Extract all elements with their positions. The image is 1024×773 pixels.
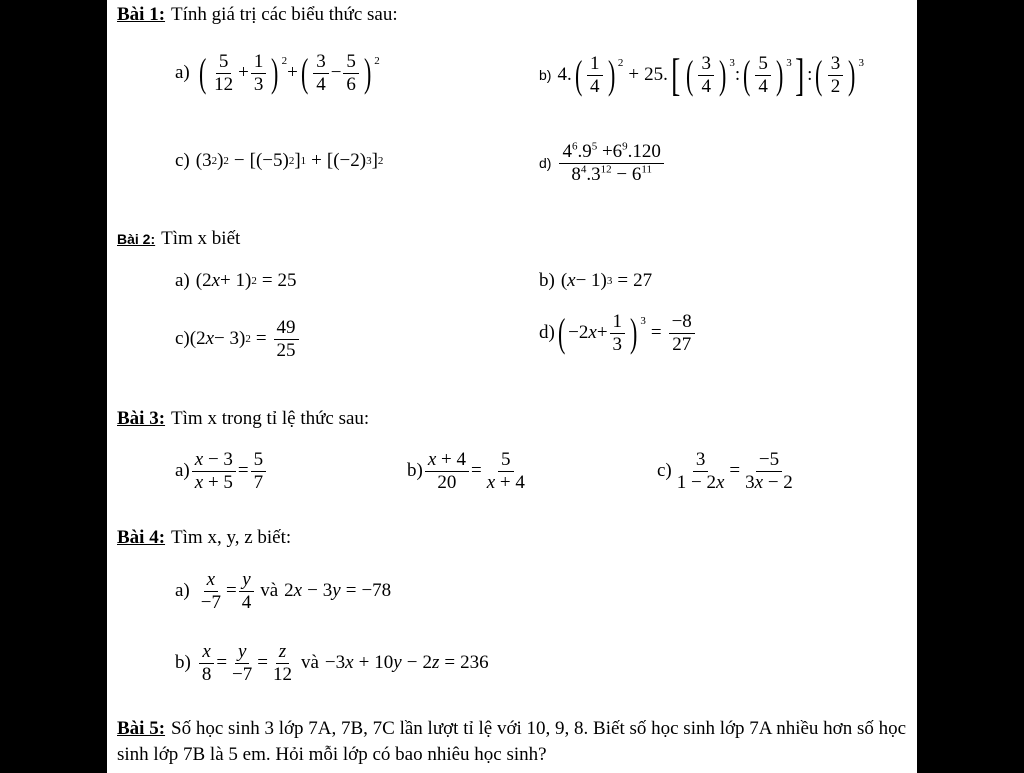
bai2-a <box>175 270 297 292</box>
bai1-title-bold: Bài 1: <box>117 4 166 25</box>
bai2-b-expr: ( x − 1) 3 = 27 <box>560 270 653 291</box>
bai3-title-text: Tìm x trong tỉ lệ thức sau: <box>171 408 370 429</box>
bai1-title-text: Tính giá trị các biểu thức sau: <box>171 4 398 25</box>
bai5-paragraph <box>117 716 907 767</box>
bai2-d <box>539 312 697 355</box>
bai3-b-label: b) <box>407 460 423 482</box>
bai1-d-label: d) <box>539 155 552 172</box>
bai3-title-bold: Bài 3: <box>117 408 166 429</box>
bai3-heading <box>117 408 369 430</box>
bai3-a <box>175 450 268 493</box>
bai2-title-bold: Bài 2: <box>117 231 156 247</box>
bai1-heading <box>117 4 398 26</box>
bai2-d-expr: ( −2 x + $\frac{1}{3}$ ) $^3$ = $\frac{-8}{27}$ <box>555 312 697 355</box>
bai4-a-label: a) <box>175 580 190 602</box>
bai1-c-label: c) <box>175 150 190 171</box>
bai2-a-expr: (2 x + 1) 2 = 25 <box>195 270 297 291</box>
bai1-b <box>539 49 865 100</box>
bai1-d <box>539 142 666 185</box>
bai2-c <box>175 318 301 361</box>
bai3-c-expr: $\frac{3}{1 - 2x}$ = $\frac{-5}{3x - 2}$ <box>676 449 793 493</box>
bai1-b-expr: 4. ( $\frac{1}{4}$ ) $^2$ + 25. [ ( $\frac{3}{4}$ ) $^3$ : ( $\frac{5}{4}$ ) $^3$ ] : ( $\frac{3}{2}$ ) $^3$ <box>557 49 865 100</box>
bai5-title-bold: Bài 5: <box>117 718 166 739</box>
bai1-a-label: a) <box>175 62 190 84</box>
bai2-heading <box>117 228 240 250</box>
bai2-c-expr: (2 x − 3) 2 = $\frac{49}{25}$ <box>190 318 301 361</box>
bai1-a-expr: ( $\frac{5}{12}$ + $\frac{1}{3}$ ) $^2$ + ( $\frac{3}{4}$ − $\frac{5}{6}$ ) $^2$ <box>198 50 380 96</box>
bai4-a-expr: $\frac{x}{-7}$ = $\frac{y}{4}$ và 2 x − 3 y = −78 <box>200 569 392 613</box>
bai1-b-label: b) <box>539 67 552 83</box>
bai2-b <box>539 270 652 292</box>
bai4-heading <box>117 527 291 549</box>
bai3-c-label: c) <box>657 460 672 482</box>
bai1-c <box>175 150 383 172</box>
bai2-a-label: a) <box>175 270 190 291</box>
bai2-title-text: Tìm x biết <box>161 228 241 249</box>
bai4-title-bold: Bài 4: <box>117 527 166 548</box>
bai4-b-expr: $\frac{x}{8}$ = $\frac{y}{-7}$ = $\frac{z}{12}$ và −3 x + 10 y − 2 z = 236 <box>197 642 489 685</box>
bai3-c <box>657 450 798 493</box>
worksheet-page <box>107 0 917 773</box>
bai2-c-label: c) <box>175 328 190 350</box>
bai1-d-expr: $\frac{4^6.9^5 +6^9.120}{8^4.3^{12} - 6^{11}}$ <box>557 142 665 185</box>
bai3-b <box>407 450 530 493</box>
bai2-d-label: d) <box>539 322 555 344</box>
bai3-a-expr: $\frac{x - 3}{x + 5}$ = $\frac{5}{7}$ <box>190 450 268 493</box>
bai4-b <box>175 642 489 685</box>
bai1-c-expr: (3 2 ) 2 − [(−5) 2 ] 1 + [(−2) 3 ] 2 <box>195 150 384 171</box>
bai4-b-label: b) <box>175 652 191 674</box>
bai4-b-and: và <box>300 652 319 674</box>
bai4-a-and: và <box>260 580 279 602</box>
bai2-b-label: b) <box>539 270 555 291</box>
bai5-text: Số học sinh 3 lớp 7A, 7B, 7C lần lượt tỉ lệ với 10, 9, 8. Biết số học sinh lớp 7A nhiều hơn số học sinh lớp 7B là 5 em. Hỏi mỗi lớp có bao nhiêu học sinh? <box>117 718 907 765</box>
bai4-a <box>175 570 391 613</box>
bai3-a-label: a) <box>175 460 190 482</box>
bai3-b-expr: $\frac{x + 4}{20}$ = $\frac{5}{x + 4}$ <box>423 450 530 493</box>
bai4-title-text: Tìm x, y, z biết: <box>171 527 292 548</box>
bai1-a <box>175 52 380 95</box>
